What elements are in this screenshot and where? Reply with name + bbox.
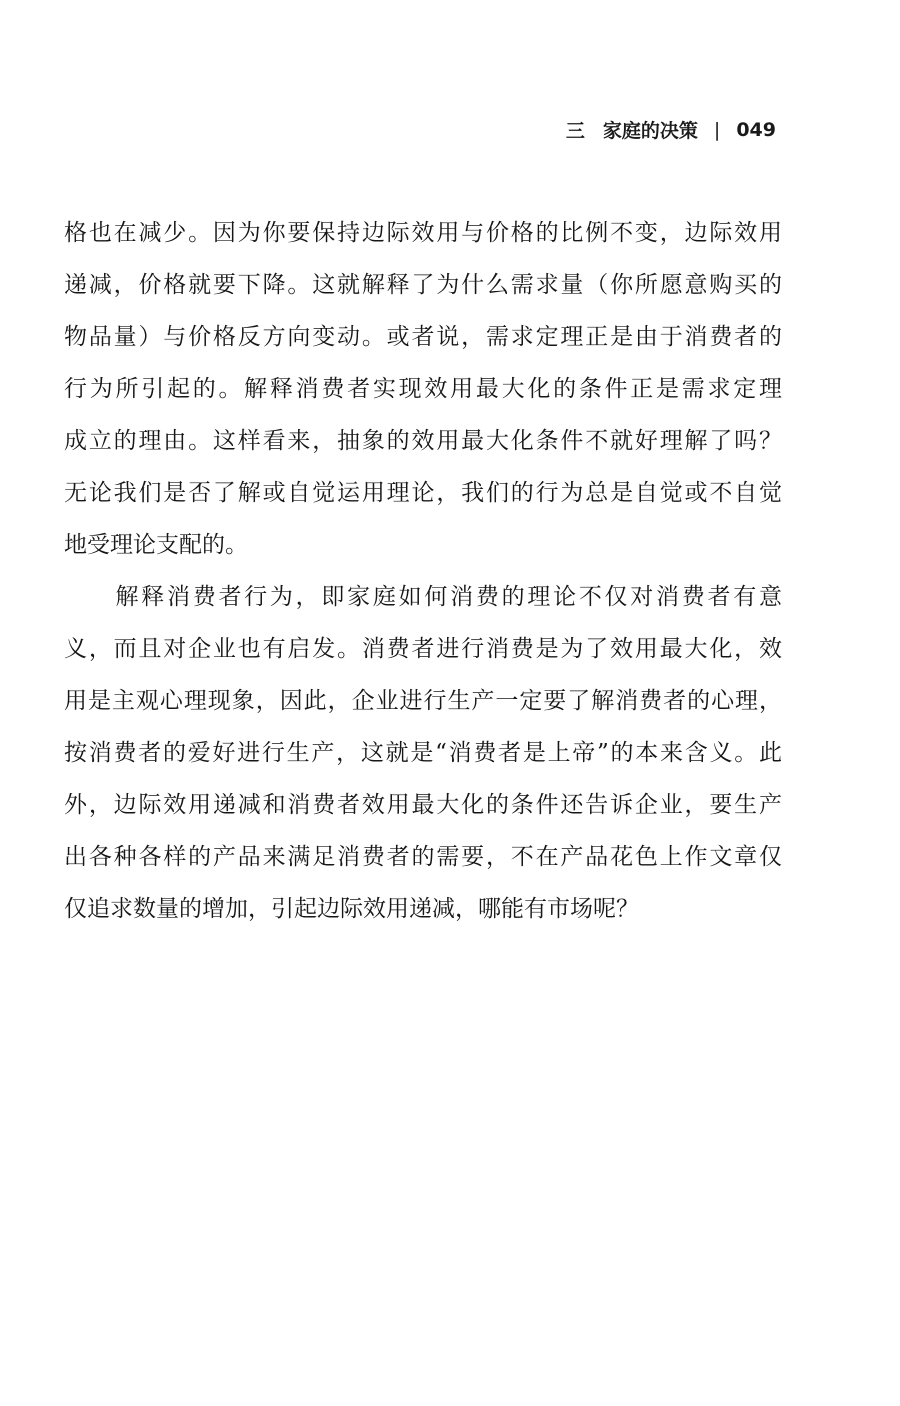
text-line: 无论我们是否了解或自觉运用理论，我们的行为总是自觉或不自觉 bbox=[64, 480, 782, 506]
text-line: 格也在减少。因为你要保持边际效用与价格的比例不变，边际效用 bbox=[64, 220, 782, 246]
paragraph-2 bbox=[64, 571, 782, 935]
text-line: 出各种各样的产品来满足消费者的需要，不在产品花色上作文章仅 bbox=[64, 844, 782, 870]
text-line: 地受理论支配的。 bbox=[64, 532, 248, 558]
chapter-number: 三 bbox=[565, 120, 585, 142]
text-line: 行为所引起的。解释消费者实现效用最大化的条件正是需求定理 bbox=[64, 376, 782, 402]
text-line: 物品量）与价格反方向变动。或者说，需求定理正是由于消费者的 bbox=[64, 324, 782, 350]
text-line: 按消费者的爱好进行生产，这就是“消费者是上帝”的本来含义。此 bbox=[64, 740, 782, 766]
text-line: 递减，价格就要下降。这就解释了为什么需求量（你所愿意购买的 bbox=[64, 272, 782, 298]
page-number: 049 bbox=[736, 118, 776, 141]
text-line: 义，而且对企业也有启发。消费者进行消费是为了效用最大化，效 bbox=[64, 636, 782, 662]
running-header bbox=[566, 116, 776, 143]
paragraph-1 bbox=[64, 207, 782, 571]
text-line: 仅追求数量的增加，引起边际效用递减，哪能有市场呢？ bbox=[64, 896, 639, 922]
header-separator: | bbox=[713, 118, 721, 141]
text-line: 用是主观心理现象，因此，企业进行生产一定要了解消费者的心理， bbox=[64, 688, 782, 714]
chapter-title: 家庭的决策 bbox=[602, 120, 698, 142]
page-body bbox=[64, 207, 782, 935]
text-line: 成立的理由。这样看来，抽象的效用最大化条件不就好理解了吗？ bbox=[64, 428, 782, 454]
text-line: 解释消费者行为，即家庭如何消费的理论不仅对消费者有意 bbox=[64, 584, 782, 610]
text-line: 外，边际效用递减和消费者效用最大化的条件还告诉企业，要生产 bbox=[64, 792, 782, 818]
